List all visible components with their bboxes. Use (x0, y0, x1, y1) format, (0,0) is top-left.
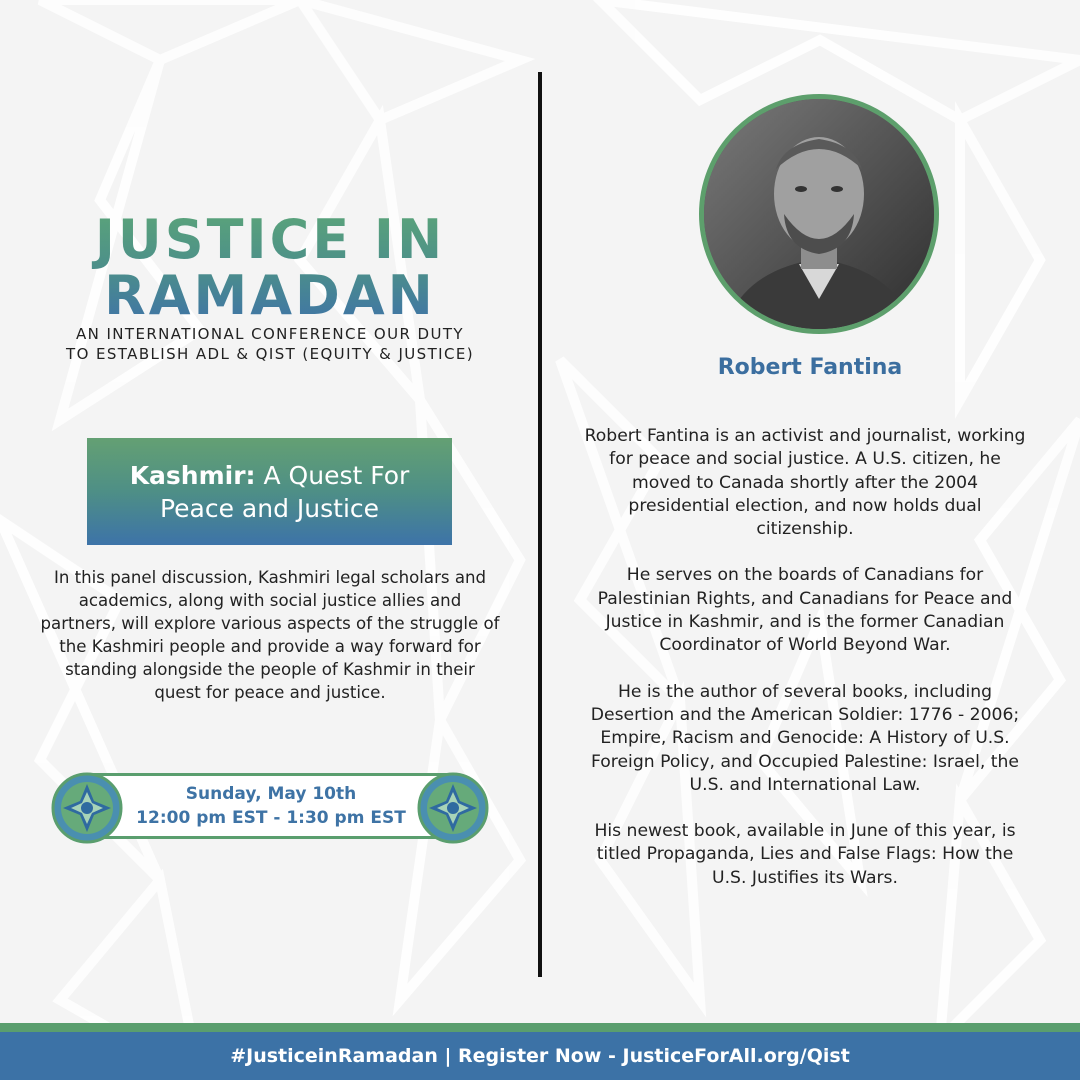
event-title (0, 208, 540, 327)
medallion-icon-right (417, 772, 489, 844)
topic-bold: Kashmir: (129, 460, 256, 490)
bio-paragraph: His newest book, available in June of this year, is titled Propaganda, Lies and False Flags: How the U.S. Justifies its Wars. (594, 821, 1016, 888)
bio-paragraph: Robert Fantina is an activist and journalist, working for peace and social justice. A U.S. citizen, he moved to Canada shortly after the 2004 presidential election, and now holds dual citizenship. (584, 426, 1026, 540)
schedule-bar (92, 773, 450, 839)
footer-accent-bar (0, 1023, 1080, 1032)
speaker-name: Robert Fantina (717, 355, 903, 380)
bio-paragraph: He serves on the boards of Canadians for Palestinian Rights, and Canadians for Peace and Justice in Kashmir, and is the former Canadian Coordinator of World Beyond War. (597, 565, 1013, 656)
event-title-line2: RAMADAN (104, 264, 436, 327)
footer-banner: #JusticeinRamadan | Register Now - JusticeForAll.org/Qist (0, 1032, 1080, 1080)
topic-rest: A Quest For (255, 460, 410, 490)
panel-topic-box (87, 438, 452, 545)
schedule-date: Sunday, May 10th (185, 784, 357, 804)
speaker-bio (582, 425, 1028, 913)
speaker-photo-icon (704, 99, 934, 329)
event-subtitle (0, 324, 540, 364)
topic-line2: Peace and Justice (159, 493, 380, 523)
schedule-time: 12:00 pm EST - 1:30 pm EST (136, 808, 406, 828)
bio-paragraph: He is the author of several books, including Desertion and the American Soldier: 1776 - 2006; Empire, Racism and Genocide: A History of U.S. Foreign Policy, and Occupied Palestine: Israel, the U.S. and International Law. (590, 681, 1020, 795)
column-divider (538, 72, 542, 977)
topic-line1 (87, 459, 452, 492)
event-subtitle-line2: TO ESTABLISH ADL & QIST (EQUITY & JUSTICE) (66, 345, 474, 363)
speaker-portrait (699, 94, 939, 334)
medallion-icon-left (51, 772, 123, 844)
event-title-line1: JUSTICE IN (94, 208, 446, 271)
event-subtitle-line1: AN INTERNATIONAL CONFERENCE OUR DUTY (76, 325, 464, 343)
panel-description: In this panel discussion, Kashmiri legal scholars and academics, along with social justice allies and partners, will explore various aspects of the struggle of the Kashmiri people and provide a way forward for standing alongside the people of Kashmir in their quest for peace and justice. (40, 568, 500, 702)
